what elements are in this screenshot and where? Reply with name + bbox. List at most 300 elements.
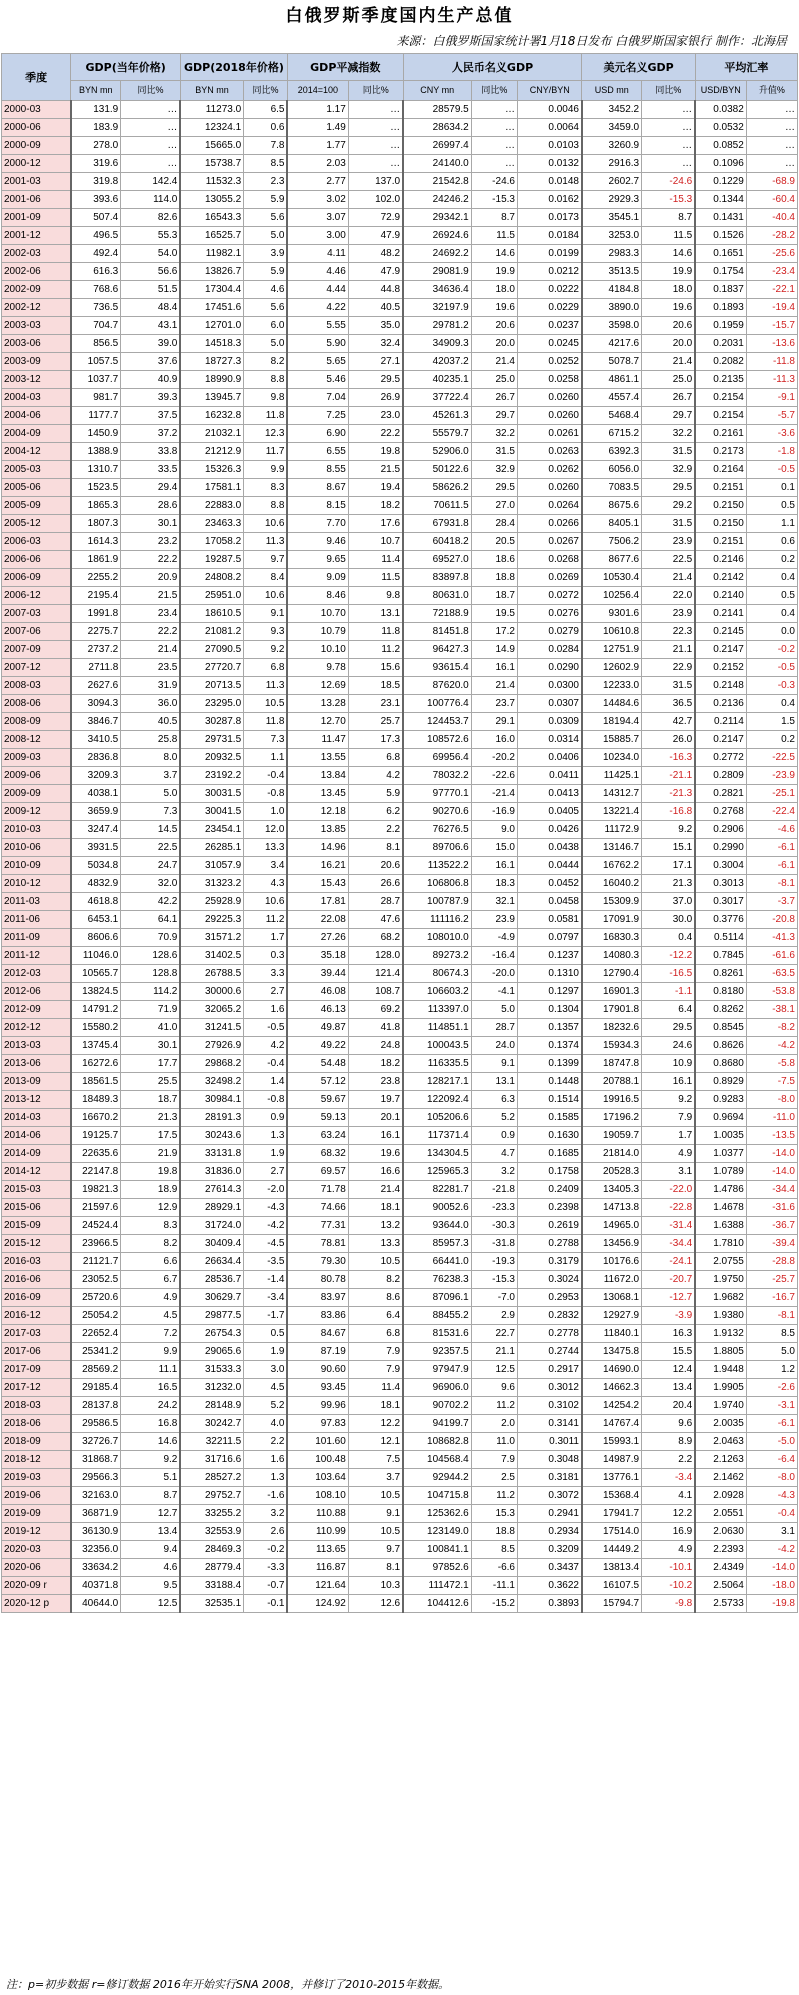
table-cell: -8.1 (746, 1307, 797, 1325)
table-cell: 16.21 (287, 857, 348, 875)
table-cell: 0.0438 (517, 839, 582, 857)
table-cell: 13.84 (287, 767, 348, 785)
table-cell: 0.2744 (517, 1343, 582, 1361)
table-cell: 0.1357 (517, 1019, 582, 1037)
table-cell: 14987.9 (582, 1451, 642, 1469)
table-cell: 15.0 (471, 839, 517, 857)
table-cell: 93615.4 (403, 659, 471, 677)
quarter-cell: 2003-06 (2, 335, 71, 353)
table-cell: 9.9 (244, 461, 288, 479)
table-cell: -63.5 (746, 965, 797, 983)
table-cell: 23.9 (642, 605, 696, 623)
table-cell: 27720.7 (180, 659, 243, 677)
table-cell: 22.0 (642, 587, 696, 605)
quarter-cell: 2017-03 (2, 1325, 71, 1343)
table-cell: -24.6 (642, 173, 696, 191)
table-cell: -4.2 (746, 1541, 797, 1559)
table-cell: 3.00 (287, 227, 348, 245)
table-cell: 104412.6 (403, 1595, 471, 1613)
sub-header: 同比% (244, 81, 288, 101)
quarter-cell: 2006-06 (2, 551, 71, 569)
table-row (2, 227, 798, 245)
table-cell: 0.2941 (517, 1505, 582, 1523)
quarter-cell: 2006-09 (2, 569, 71, 587)
table-cell: 12.2 (348, 1415, 403, 1433)
table-cell: 29877.5 (180, 1307, 243, 1325)
table-cell: -7.5 (746, 1073, 797, 1091)
quarter-cell: 2019-09 (2, 1505, 71, 1523)
table-cell: 0.2778 (517, 1325, 582, 1343)
table-cell: 24.7 (121, 857, 181, 875)
table-cell: -16.7 (746, 1289, 797, 1307)
table-cell: 4217.6 (582, 335, 642, 353)
table-cell: 0.0245 (517, 335, 582, 353)
table-cell: -0.7 (244, 1577, 288, 1595)
table-cell: 0.2917 (517, 1361, 582, 1379)
table-cell: 66441.0 (403, 1253, 471, 1271)
quarter-cell: 2004-09 (2, 425, 71, 443)
table-cell: 13824.5 (71, 983, 121, 1001)
table-cell: 0.0199 (517, 245, 582, 263)
table-cell: -31.8 (471, 1235, 517, 1253)
table-cell: 11.2 (348, 641, 403, 659)
table-cell: 42.7 (642, 713, 696, 731)
table-cell: 5.90 (287, 335, 348, 353)
table-cell: 20.5 (471, 533, 517, 551)
table-cell: 97.83 (287, 1415, 348, 1433)
table-cell: 14713.8 (582, 1199, 642, 1217)
table-cell: 11.8 (244, 713, 288, 731)
table-cell: 0.4 (746, 605, 797, 623)
sub-header: USD mn (582, 81, 642, 101)
table-row (2, 1433, 798, 1451)
quarter-cell: 2007-06 (2, 623, 71, 641)
table-cell: 21.1 (642, 641, 696, 659)
table-cell: 9.0 (471, 821, 517, 839)
table-cell: 10.5 (348, 1523, 403, 1541)
table-cell: 17.81 (287, 893, 348, 911)
quarter-cell: 2010-09 (2, 857, 71, 875)
table-cell: 13475.8 (582, 1343, 642, 1361)
quarter-cell: 2010-06 (2, 839, 71, 857)
table-cell: -16.4 (471, 947, 517, 965)
table-cell: 18.0 (471, 281, 517, 299)
table-cell: 58626.2 (403, 479, 471, 497)
quarter-cell: 2020-12 p (2, 1595, 71, 1613)
table-cell: 32.2 (471, 425, 517, 443)
table-cell: 0.0162 (517, 191, 582, 209)
table-cell: 15665.0 (180, 137, 243, 155)
table-row (2, 1271, 798, 1289)
table-cell: 30629.7 (180, 1289, 243, 1307)
table-cell: 32535.1 (180, 1595, 243, 1613)
table-cell: 18.9 (121, 1181, 181, 1199)
table-cell: 9301.6 (582, 605, 642, 623)
table-body (2, 101, 798, 1613)
table-cell: 23.4 (121, 605, 181, 623)
table-cell: 13826.7 (180, 263, 243, 281)
table-cell: 4.2 (244, 1037, 288, 1055)
table-cell: -9.1 (746, 389, 797, 407)
table-cell: 8.5 (746, 1325, 797, 1343)
table-cell: 0.2142 (695, 569, 746, 587)
table-cell: 104568.4 (403, 1451, 471, 1469)
table-row (2, 389, 798, 407)
table-cell: 29.4 (121, 479, 181, 497)
table-cell: 10.70 (287, 605, 348, 623)
table-cell: 18.2 (348, 497, 403, 515)
table-cell: 0.2147 (695, 731, 746, 749)
table-cell: 18194.4 (582, 713, 642, 731)
quarter-cell: 2020-06 (2, 1559, 71, 1577)
table-cell: 0.1837 (695, 281, 746, 299)
table-cell: 28634.2 (403, 119, 471, 137)
table-cell: 18.1 (348, 1199, 403, 1217)
table-cell: 21597.6 (71, 1199, 121, 1217)
quarter-cell: 2010-12 (2, 875, 71, 893)
table-row (2, 587, 798, 605)
table-cell: 22.08 (287, 911, 348, 929)
table-cell: 87096.1 (403, 1289, 471, 1307)
table-cell: 5.2 (471, 1109, 517, 1127)
table-cell: 15580.2 (71, 1019, 121, 1037)
table-cell: 57.12 (287, 1073, 348, 1091)
table-cell: 2602.7 (582, 173, 642, 191)
table-cell: 0.8261 (695, 965, 746, 983)
table-cell: 12233.0 (582, 677, 642, 695)
table-cell: 2.0755 (695, 1253, 746, 1271)
table-cell: -60.4 (746, 191, 797, 209)
table-cell: 0.3011 (517, 1433, 582, 1451)
table-cell: 13.45 (287, 785, 348, 803)
table-cell: 13456.9 (582, 1235, 642, 1253)
table-cell: 6392.3 (582, 443, 642, 461)
table-cell: 9.9 (121, 1343, 181, 1361)
table-cell: 7.9 (348, 1361, 403, 1379)
table-cell: -0.8 (244, 1091, 288, 1109)
table-cell: 2.5733 (695, 1595, 746, 1613)
table-cell: 28469.3 (180, 1541, 243, 1559)
table-cell: 16.0 (471, 731, 517, 749)
table-cell: 856.5 (71, 335, 121, 353)
table-row (2, 1487, 798, 1505)
table-cell: 31.5 (642, 443, 696, 461)
quarter-cell: 2020-03 (2, 1541, 71, 1559)
table-cell: -0.5 (746, 461, 797, 479)
table-cell: 0.2136 (695, 695, 746, 713)
table-cell: 2836.8 (71, 749, 121, 767)
table-cell: -10.1 (642, 1559, 696, 1577)
table-cell: 19.9 (471, 263, 517, 281)
table-cell: -15.3 (642, 191, 696, 209)
table-cell: 51.5 (121, 281, 181, 299)
table-cell: 6.6 (121, 1253, 181, 1271)
table-cell: 19.7 (348, 1091, 403, 1109)
table-row (2, 605, 798, 623)
table-cell: 9.6 (642, 1415, 696, 1433)
table-cell: -1.6 (244, 1487, 288, 1505)
table-cell: 10.7 (348, 533, 403, 551)
table-cell: -22.8 (642, 1199, 696, 1217)
table-cell: 90270.6 (403, 803, 471, 821)
table-cell: 26.7 (471, 389, 517, 407)
table-cell: -22.0 (642, 1181, 696, 1199)
table-cell: 32.2 (642, 425, 696, 443)
table-cell: 6.5 (244, 101, 288, 119)
table-cell: 6.4 (348, 1307, 403, 1325)
table-cell: 11273.0 (180, 101, 243, 119)
table-row (2, 749, 798, 767)
table-cell: 0.0222 (517, 281, 582, 299)
table-cell: 21.4 (348, 1181, 403, 1199)
table-row (2, 209, 798, 227)
table-cell: 20.6 (348, 857, 403, 875)
table-cell: 3.1 (642, 1163, 696, 1181)
table-cell: 0.3048 (517, 1451, 582, 1469)
table-cell: 8.8 (244, 497, 288, 515)
table-cell: 114.2 (121, 983, 181, 1001)
table-cell: 0.2953 (517, 1289, 582, 1307)
table-cell: 11840.1 (582, 1325, 642, 1343)
table-cell: 29.5 (471, 479, 517, 497)
table-cell: 26.7 (642, 389, 696, 407)
table-cell: 0.2 (746, 551, 797, 569)
table-cell: 19.6 (348, 1145, 403, 1163)
table-cell: 12.70 (287, 713, 348, 731)
quarter-cell: 2016-03 (2, 1253, 71, 1271)
table-cell: 19.6 (471, 299, 517, 317)
table-cell: 78.81 (287, 1235, 348, 1253)
quarter-cell: 2020-09 r (2, 1577, 71, 1595)
table-cell: 28148.9 (180, 1397, 243, 1415)
table-cell: 30.0 (642, 911, 696, 929)
table-cell: 2.0035 (695, 1415, 746, 1433)
table-cell: 28.7 (348, 893, 403, 911)
table-cell: 80.78 (287, 1271, 348, 1289)
table-cell: 18.8 (471, 1523, 517, 1541)
table-cell: 67931.8 (403, 515, 471, 533)
table-cell: 5.9 (244, 263, 288, 281)
table-cell: 8.0 (121, 749, 181, 767)
table-cell: 4.9 (121, 1289, 181, 1307)
table-cell: -1.1 (642, 983, 696, 1001)
table-cell: 0.2173 (695, 443, 746, 461)
table-cell: -41.3 (746, 929, 797, 947)
table-cell: 12.0 (244, 821, 288, 839)
table-cell: 6715.2 (582, 425, 642, 443)
table-cell: 14080.3 (582, 947, 642, 965)
table-cell: 0.2990 (695, 839, 746, 857)
table-cell: 3846.7 (71, 713, 121, 731)
quarter-cell: 2011-12 (2, 947, 71, 965)
table-cell: 2.9 (471, 1307, 517, 1325)
table-cell: 13945.7 (180, 389, 243, 407)
table-cell: 0.2164 (695, 461, 746, 479)
table-cell: 5.46 (287, 371, 348, 389)
table-cell: 21814.0 (582, 1145, 642, 1163)
table-cell: 0.1630 (517, 1127, 582, 1145)
table-cell: -16.9 (471, 803, 517, 821)
quarter-cell: 2019-12 (2, 1523, 71, 1541)
table-cell: 16272.6 (71, 1055, 121, 1073)
table-cell: 5.0 (746, 1343, 797, 1361)
table-cell: 92944.2 (403, 1469, 471, 1487)
table-cell: 16762.2 (582, 857, 642, 875)
table-cell: 507.4 (71, 209, 121, 227)
table-cell: 31402.5 (180, 947, 243, 965)
group-header-exchange-rate: 平均汇率 (695, 54, 797, 81)
table-cell: -6.1 (746, 1415, 797, 1433)
table-cell: 26788.5 (180, 965, 243, 983)
table-cell: 23192.2 (180, 767, 243, 785)
table-cell: 32.9 (642, 461, 696, 479)
table-cell: 32553.9 (180, 1523, 243, 1541)
table-cell: 29065.6 (180, 1343, 243, 1361)
table-cell: 7.2 (121, 1325, 181, 1343)
table-cell: -0.4 (746, 1505, 797, 1523)
table-cell: 36130.9 (71, 1523, 121, 1541)
table-cell: 2.03 (287, 155, 348, 173)
table-row (2, 839, 798, 857)
quarter-cell: 2009-06 (2, 767, 71, 785)
table-cell: 9.2 (121, 1451, 181, 1469)
table-cell: 22.3 (642, 623, 696, 641)
table-cell: 16.1 (471, 659, 517, 677)
table-cell: 108010.0 (403, 929, 471, 947)
table-cell: 9.2 (642, 1091, 696, 1109)
table-cell: 0.0266 (517, 515, 582, 533)
sub-header: CNY/BYN (517, 81, 582, 101)
table-cell: 28191.3 (180, 1109, 243, 1127)
table-cell: 1.9682 (695, 1289, 746, 1307)
table-cell: 30.1 (121, 515, 181, 533)
table-cell: -22.1 (746, 281, 797, 299)
table-cell: -5.7 (746, 407, 797, 425)
table-cell: 0.0264 (517, 497, 582, 515)
table-cell: 1.17 (287, 101, 348, 119)
sub-header: BYN mn (71, 81, 121, 101)
table-cell: 0.3 (244, 947, 288, 965)
quarter-cell: 2017-12 (2, 1379, 71, 1397)
table-cell: -4.5 (244, 1235, 288, 1253)
table-cell: 0.0413 (517, 785, 582, 803)
table-cell: -11.0 (746, 1109, 797, 1127)
table-cell: 2.7 (244, 983, 288, 1001)
table-cell: 16830.3 (582, 929, 642, 947)
table-cell: 16.1 (642, 1073, 696, 1091)
table-cell: 32498.2 (180, 1073, 243, 1091)
table-cell: 23.7 (471, 695, 517, 713)
table-cell: 12701.0 (180, 317, 243, 335)
table-cell: 21.1 (471, 1343, 517, 1361)
table-cell: -1.8 (746, 443, 797, 461)
group-header-cny-gdp: 人民币名义GDP (403, 54, 582, 81)
table-cell: 19.6 (642, 299, 696, 317)
quarter-cell: 2013-09 (2, 1073, 71, 1091)
table-cell: 9.1 (244, 605, 288, 623)
table-cell: 8.15 (287, 497, 348, 515)
table-cell: -21.8 (471, 1181, 517, 1199)
quarter-cell: 2009-12 (2, 803, 71, 821)
table-cell: 1.2 (746, 1361, 797, 1379)
table-cell: 4.11 (287, 245, 348, 263)
table-row (2, 695, 798, 713)
table-cell: 43.1 (121, 317, 181, 335)
table-cell: 40.5 (121, 713, 181, 731)
table-cell: 49.22 (287, 1037, 348, 1055)
table-cell: 68.2 (348, 929, 403, 947)
table-cell: 2.1462 (695, 1469, 746, 1487)
table-cell: 12.2 (642, 1505, 696, 1523)
table-cell: … (348, 137, 403, 155)
table-cell: 13.3 (244, 839, 288, 857)
table-cell: 9.6 (471, 1379, 517, 1397)
table-cell: 1.4678 (695, 1199, 746, 1217)
table-cell: 22.9 (642, 659, 696, 677)
table-cell: 0.3893 (517, 1595, 582, 1613)
table-cell: 1450.9 (71, 425, 121, 443)
quarter-cell: 2011-03 (2, 893, 71, 911)
table-cell: 0.0406 (517, 749, 582, 767)
table-cell: -23.9 (746, 767, 797, 785)
table-cell: -24.1 (642, 1253, 696, 1271)
table-cell: 24.2 (121, 1397, 181, 1415)
table-cell: 11.8 (348, 623, 403, 641)
table-cell: 22652.4 (71, 1325, 121, 1343)
table-cell: 9.1 (471, 1055, 517, 1073)
quarter-cell: 2005-06 (2, 479, 71, 497)
quarter-cell: 2001-03 (2, 173, 71, 191)
quarter-cell: 2016-09 (2, 1289, 71, 1307)
table-cell: 2.1263 (695, 1451, 746, 1469)
table-cell: 12.5 (121, 1595, 181, 1613)
table-cell: 82.6 (121, 209, 181, 227)
table-cell: 1.8805 (695, 1343, 746, 1361)
table-cell: 21081.2 (180, 623, 243, 641)
table-cell: 34909.3 (403, 335, 471, 353)
table-cell: 21.4 (642, 569, 696, 587)
table-cell: 11.7 (244, 443, 288, 461)
quarter-cell: 2011-06 (2, 911, 71, 929)
table-row (2, 1109, 798, 1127)
table-cell: 13.85 (287, 821, 348, 839)
table-cell: 6.8 (244, 659, 288, 677)
table-cell: 89273.2 (403, 947, 471, 965)
table-row (2, 317, 798, 335)
quarter-cell: 2015-12 (2, 1235, 71, 1253)
table-cell: -12.7 (642, 1289, 696, 1307)
table-cell: -9.8 (642, 1595, 696, 1613)
table-cell: 18.6 (471, 551, 517, 569)
table-cell: 37.5 (121, 407, 181, 425)
table-cell: 37.2 (121, 425, 181, 443)
table-cell: 28527.2 (180, 1469, 243, 1487)
table-row (2, 929, 798, 947)
table-cell: 0.5 (746, 587, 797, 605)
table-cell: 1.6388 (695, 1217, 746, 1235)
table-cell: 1.9132 (695, 1325, 746, 1343)
table-cell: 14518.3 (180, 335, 243, 353)
table-cell: 1.6 (244, 1001, 288, 1019)
table-cell: 11.4 (348, 551, 403, 569)
table-cell: 22.5 (121, 839, 181, 857)
table-cell: 2711.8 (71, 659, 121, 677)
table-cell: 14690.0 (582, 1361, 642, 1379)
table-cell: 11.2 (471, 1397, 517, 1415)
table-cell: 23.8 (348, 1073, 403, 1091)
table-cell: 0.9694 (695, 1109, 746, 1127)
table-cell: 25928.9 (180, 893, 243, 911)
